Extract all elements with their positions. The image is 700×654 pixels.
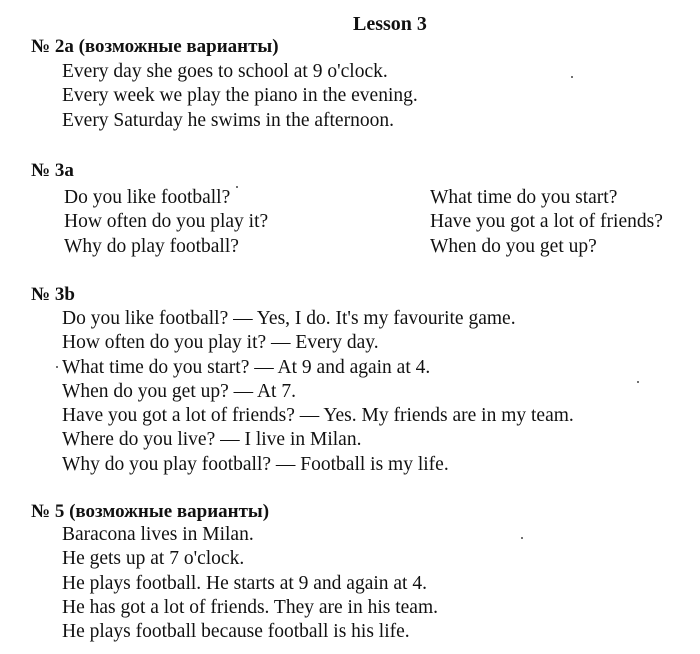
question-line: What time do you start? <box>430 187 618 208</box>
scan-speck <box>571 76 573 78</box>
dialogue-line: How often do you play it? — Every day. <box>62 332 379 354</box>
text-line: Baracona lives in Milan. <box>62 524 254 545</box>
text-line: Every Saturday he swims in the afternoon. <box>62 109 394 131</box>
question-line: When do you get up? <box>430 235 597 257</box>
dialogue-line: Have you got a lot of friends? — Yes. My friends are in my team. <box>62 405 574 427</box>
section-3a-right-column <box>430 186 663 259</box>
question-line: Do you like football? <box>64 187 231 208</box>
text-line: Every day she goes to school at 9 o'clock. <box>62 61 388 82</box>
scan-speck <box>521 537 523 539</box>
section-heading-3a: № 3a <box>31 160 74 181</box>
dialogue-line: When do you get up? — At 7. <box>62 380 296 402</box>
question-line: How often do you play it? <box>64 211 269 233</box>
scan-speck <box>56 366 58 368</box>
text-line: He gets up at 7 o'clock. <box>62 548 245 570</box>
lesson-title: Lesson 3 <box>353 13 427 35</box>
dialogue-line: Do you like football? — Yes, I do. It's my favourite game. <box>62 308 516 329</box>
section-3a-left-column <box>64 186 268 259</box>
text-line: He has got a lot of friends. They are in his team. <box>62 596 438 618</box>
section-heading-3b: № 3b <box>31 284 75 305</box>
section-heading-5: № 5 (возможные варианты) <box>31 501 270 522</box>
section-5-lines <box>62 523 438 644</box>
scan-speck <box>637 381 639 383</box>
dialogue-line: Why do you play football? — Football is my life. <box>62 453 449 475</box>
text-line: He plays football. He starts at 9 and again at 4. <box>62 572 427 594</box>
dialogue-line: Where do you live? — I live in Milan. <box>62 429 362 451</box>
question-line: Why do play football? <box>64 235 239 257</box>
section-heading-2a: № 2a (возможные варианты) <box>31 36 279 57</box>
section-2a-lines <box>62 60 418 133</box>
scan-speck <box>236 186 238 188</box>
dialogue-line: What time do you start? — At 9 and again at 4. <box>62 356 431 378</box>
section-3b-lines <box>62 307 574 477</box>
text-line: Every week we play the piano in the evening. <box>62 85 418 107</box>
question-line: Have you got a lot of friends? <box>430 211 663 233</box>
text-line: He plays football because football is his life. <box>62 621 410 643</box>
